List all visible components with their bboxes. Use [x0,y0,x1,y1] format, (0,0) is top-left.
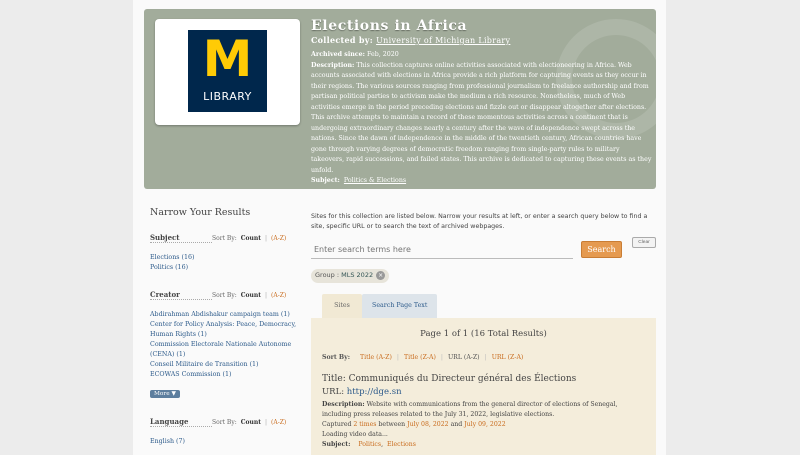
main-content [311,212,656,448]
results-sort-bar [322,354,523,361]
facet-header [150,290,300,300]
group-filter-chip [311,269,389,283]
sort-az-option[interactable]: (A-Z) [271,291,287,299]
subject-link[interactable]: Politics & Elections [343,177,407,184]
collected-by-label: Collected by: [311,35,374,45]
sort-by-label: Sort By: [212,234,237,242]
facet-item[interactable]: English (7) [150,438,185,445]
search-input[interactable] [311,240,573,259]
site-result [322,374,647,450]
facet-item[interactable]: Conseil Militaire de Transition (1) [150,361,259,368]
site-subject-link[interactable]: Elections [386,441,416,448]
logo-text: LIBRARY [203,90,252,103]
sort-url-asc[interactable]: URL (A-Z) [447,354,480,361]
collection-header [144,9,656,189]
captured-times-link[interactable]: 2 times [353,421,377,428]
archived-since-label: Archived since: [311,51,365,58]
facet-name: Language [150,417,212,427]
facet-item[interactable]: Center for Policy Analysis: Peace, Democracy, Human Rights (1) [150,321,297,338]
facet-sidebar [150,207,300,447]
result-tabs [322,294,437,318]
collected-by [311,35,654,45]
clear-button[interactable]: Clear [632,237,656,248]
site-url [322,387,647,397]
sort-by-label: Sort By: [212,291,237,299]
group-label: Group : [315,271,340,279]
facet-name: Subject [150,233,212,243]
sort-by-label: Sort By: [322,354,350,361]
capture-start-date[interactable]: July 08, 2022 [407,421,449,428]
facet-subject [150,233,300,273]
archived-since [311,50,654,61]
separator: | [265,234,268,242]
search-button[interactable]: Search [581,241,622,258]
results-panel [311,318,656,455]
separator: | [265,418,268,426]
close-icon[interactable]: × [378,272,384,279]
site-subject-link[interactable]: Politics [358,441,382,448]
collection-subject [311,176,654,187]
sort-url-desc[interactable]: URL (Z-A) [491,354,524,361]
facet-item[interactable]: Abdirahman Abdishakur campaign team (1) [150,311,290,318]
tab-sites[interactable]: Sites [322,294,362,318]
site-title-label: Title: [322,374,346,384]
facet-language [150,417,300,447]
site-description-text: Website with communications from the general director of elections of Senegal, including press releases related to the July 31, 2022, legislative elections. [322,401,618,418]
site-description-label: Description: [322,401,365,408]
collection-logo-card [155,19,300,125]
facet-name: Creator [150,290,212,300]
facet-header [150,417,300,427]
sort-title-asc[interactable]: Title (A-Z) [359,354,392,361]
site-subject-label: Subject: [322,441,351,448]
separator: | [484,354,487,361]
separator: | [265,291,268,299]
site-title-text[interactable]: Communiqués du Directeur général des Élections [348,374,577,384]
more-creators-button[interactable]: More ▼ [150,390,180,398]
narrow-results-title: Narrow Your Results [150,207,251,218]
separator: | [440,354,443,361]
facet-item[interactable]: Elections (16) [150,254,195,261]
site-title [322,374,647,384]
facet-item[interactable]: Politics (16) [150,264,189,271]
site-subjects: Subject: Politics, Elections [322,441,416,448]
collection-description [311,61,654,177]
facet-item[interactable]: ECOWAS Commission (1) [150,371,232,378]
facet-item[interactable]: Commission Electorale Nationale Autonome (CENA) (1) [150,341,292,358]
site-url-label: URL: [322,387,345,397]
captured-label: Captured [322,421,352,428]
sort-az-option[interactable]: (A-Z) [271,418,287,426]
facet-header [150,233,300,243]
library-logo [188,30,267,112]
sort-count-option[interactable]: Count [240,234,262,242]
site-description [322,400,647,420]
collection-info [311,18,654,187]
group-value: MLS 2022 [341,271,374,279]
site-url-link[interactable]: http://dge.sn [346,387,402,397]
separator: | [396,354,399,361]
capture-end-date[interactable]: July 09, 2022 [464,421,506,428]
collection-title: Elections in Africa [311,18,468,34]
sort-count-option[interactable]: Count [240,418,262,426]
sort-az-option[interactable]: (A-Z) [271,234,287,242]
sort-by-label: Sort By: [212,418,237,426]
collected-by-link[interactable]: University of Michigan Library [376,36,511,45]
facet-items [150,253,300,273]
site-captured [322,420,647,430]
sort-title-desc[interactable]: Title (Z-A) [403,354,436,361]
facet-items [150,437,300,447]
search-bar [311,240,656,262]
archived-since-value: Feb, 2020 [366,51,399,58]
sort-count-option[interactable]: Count [240,291,262,299]
tab-search-page-text[interactable]: Search Page Text [362,294,437,318]
loading-video-text: Loading video data... [322,431,388,438]
logo-letter: M [202,30,253,88]
description-label: Description: [311,61,355,69]
description-text: This collection captures online activities associated with electioneering in Africa. Web accounts associated with elections in Africa provide a rich platform for capturing events as they occur in their regions. The various sources ranging from professional journalism to freelance authorship and from partisan political parties to activism make the medium a rich resource. Nonetheless, much of Web activities emerge in the period preceding elections and fizzle out or disappear altogether after elections. This archive attempts to maintain a record of these momentous activities across a continent that is undergoing extraordinary changes nearly a century after the wave of independence swept across the nations. Since the dawn of independence in the middle of the twentieth century, African countries have gone through varying degrees of democratic freedom ranging from single-party rules to military takeovers, rapid successions, and failed states. This archive is dedicated to capturing these events as they unfold. [311,61,652,174]
facet-creator [150,290,300,399]
subject-label: Subject: [311,177,340,184]
facet-items [150,310,300,380]
intro-text: Sites for this collection are listed below. Narrow your results at left, or enter a search query below to find a site, specific URL or to search the text of archived webpages. [311,213,648,230]
pagination-summary: Page 1 of 1 (16 Total Results) [420,329,547,339]
and-label: and [450,421,463,428]
between-label: between [378,421,406,428]
